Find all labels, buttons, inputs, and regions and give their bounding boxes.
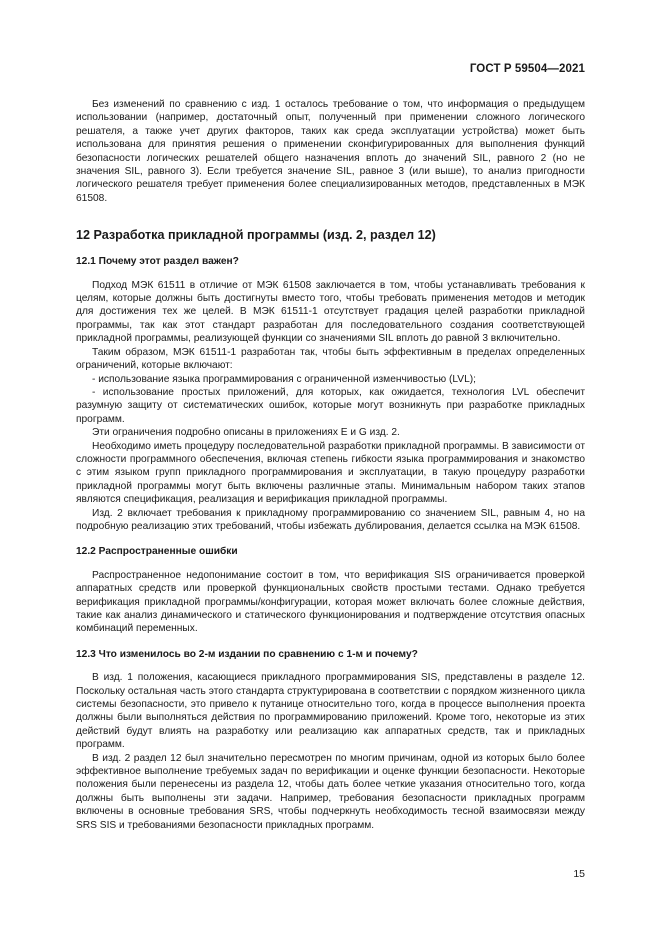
paragraph: Распространенное недопонимание состоит в том, что верификация SIS ограничивается проверкой аппаратных средств или проверкой функциональных свойств простыми тестами. Однако требуется верификация прикладной программы/конфигурации, которая может включать более сложные действия, такие как анализ динамического и статического функционирования и подтверждение отсутствия опасных комбинаций переменных. — [76, 569, 585, 635]
document-id-header: ГОСТ Р 59504—2021 — [469, 63, 585, 75]
paragraph: Изд. 2 включает требования к прикладному программированию со значением SIL, равным 4, но на подробную реализацию этих требований, чтобы избежать дублирования, делается ссылка на МЭК 61508. — [76, 507, 585, 532]
section-12-heading: 12 Разработка прикладной программы (изд. 2, раздел 12) — [76, 228, 436, 243]
subsection-12-3-heading: 12.3 Что изменилось во 2-м издании по сравнению с 1-м и почему? — [76, 648, 418, 660]
paragraph: Необходимо иметь процедуру последовательной разработки прикладной программы. В зависимости от сложности программного обеспечения, включая степень гибкости языка программирования и знакомство с этим языком групп прикладного программирования и эксплуатации, в такую процедуру разработки прикладной программы могут быть включены различные этапы. Минимальным набором таких этапов являются спецификация, реализация и верификация прикладной программы. — [76, 440, 585, 506]
subsection-12-1-heading: 12.1 Почему этот раздел важен? — [76, 256, 239, 268]
list-item: - использование простых приложений, для которых, как ожидается, технология LVL обеспечит разумную защиту от систематических ошибок, которые могут возникнуть при разработке прикладных программ. — [76, 386, 585, 425]
paragraph: В изд. 2 раздел 12 был значительно пересмотрен по многим причинам, одной из которых было более эффективное выполнение требуемых задач по верификации и оценке функции безопасности. Некоторые положения были перенесены из раздела 12, чтобы дать более четкие указания относительно того, когда должны быть выполнены эти задачи. Например, требования безопасности прикладных программ включены в основные требования SRS, чтобы подчеркнуть необходимость тесной взаимосвязи между SRS SIS и требованиями безопасности прикладных программ. — [76, 752, 585, 831]
paragraph: Подход МЭК 61511 в отличие от МЭК 61508 заключается в том, чтобы устанавливать требования к целям, которые должны быть достигнуты вместо того, чтобы требовать применения методов и методик для достижения тех же целей. В МЭК 61511-1 отсутствует градация целей разработки прикладной программы, так как этот стандарт разработан для последовательного создания соответствующей прикладной программы, реализующей функции со значениями SIL вплоть до равной 3 включительно. — [76, 279, 585, 345]
page-number: 15 — [573, 868, 585, 880]
paragraph: Таким образом, МЭК 61511-1 разработан так, чтобы быть эффективным в пределах определенных ограничений, которые включают: — [76, 346, 585, 372]
intro-paragraph: Без изменений по сравнению с изд. 1 осталось требование о том, что информация о предыдущем использовании (например, достаточный опыт, полученный при применении сложного логического решателя, а также учет других факторов, таких как среда эксплуатации устройства) может быть использована для принятия решения о применении сконфигурированных для выполнения функций безопасности логических решателей общего назначения вплоть до значений SIL, равного 2 (но не значения SIL, равного 3). Если требуется значение SIL, равное 3 (или выше), то анализ пригодности логического решателя требует применения более специализированных методов, представленных в МЭК 61508. — [76, 99, 585, 204]
paragraph: Эти ограничения подробно описаны в приложениях Е и G изд. 2. — [92, 427, 400, 439]
subsection-12-2-heading: 12.2 Распространенные ошибки — [76, 546, 238, 558]
document-body — [76, 98, 585, 832]
list-item: - использование языка программирования с ограниченной изменчивостью (LVL); — [92, 373, 476, 385]
paragraph: В изд. 1 положения, касающиеся прикладного программирования SIS, представлены в разделе 12. Поскольку остальная часть этого стандарта структурирована в соответствии с порядком жизненного цикла системы безопасности, это привело к путанице относительно того, когда в процессе выполнения проекта должны были выполняться действия по программированию приложений. Кроме того, некоторые из этих действий будут влиять на разработку или реализацию как аппаратных средств, так и прикладных программ. — [76, 672, 585, 751]
